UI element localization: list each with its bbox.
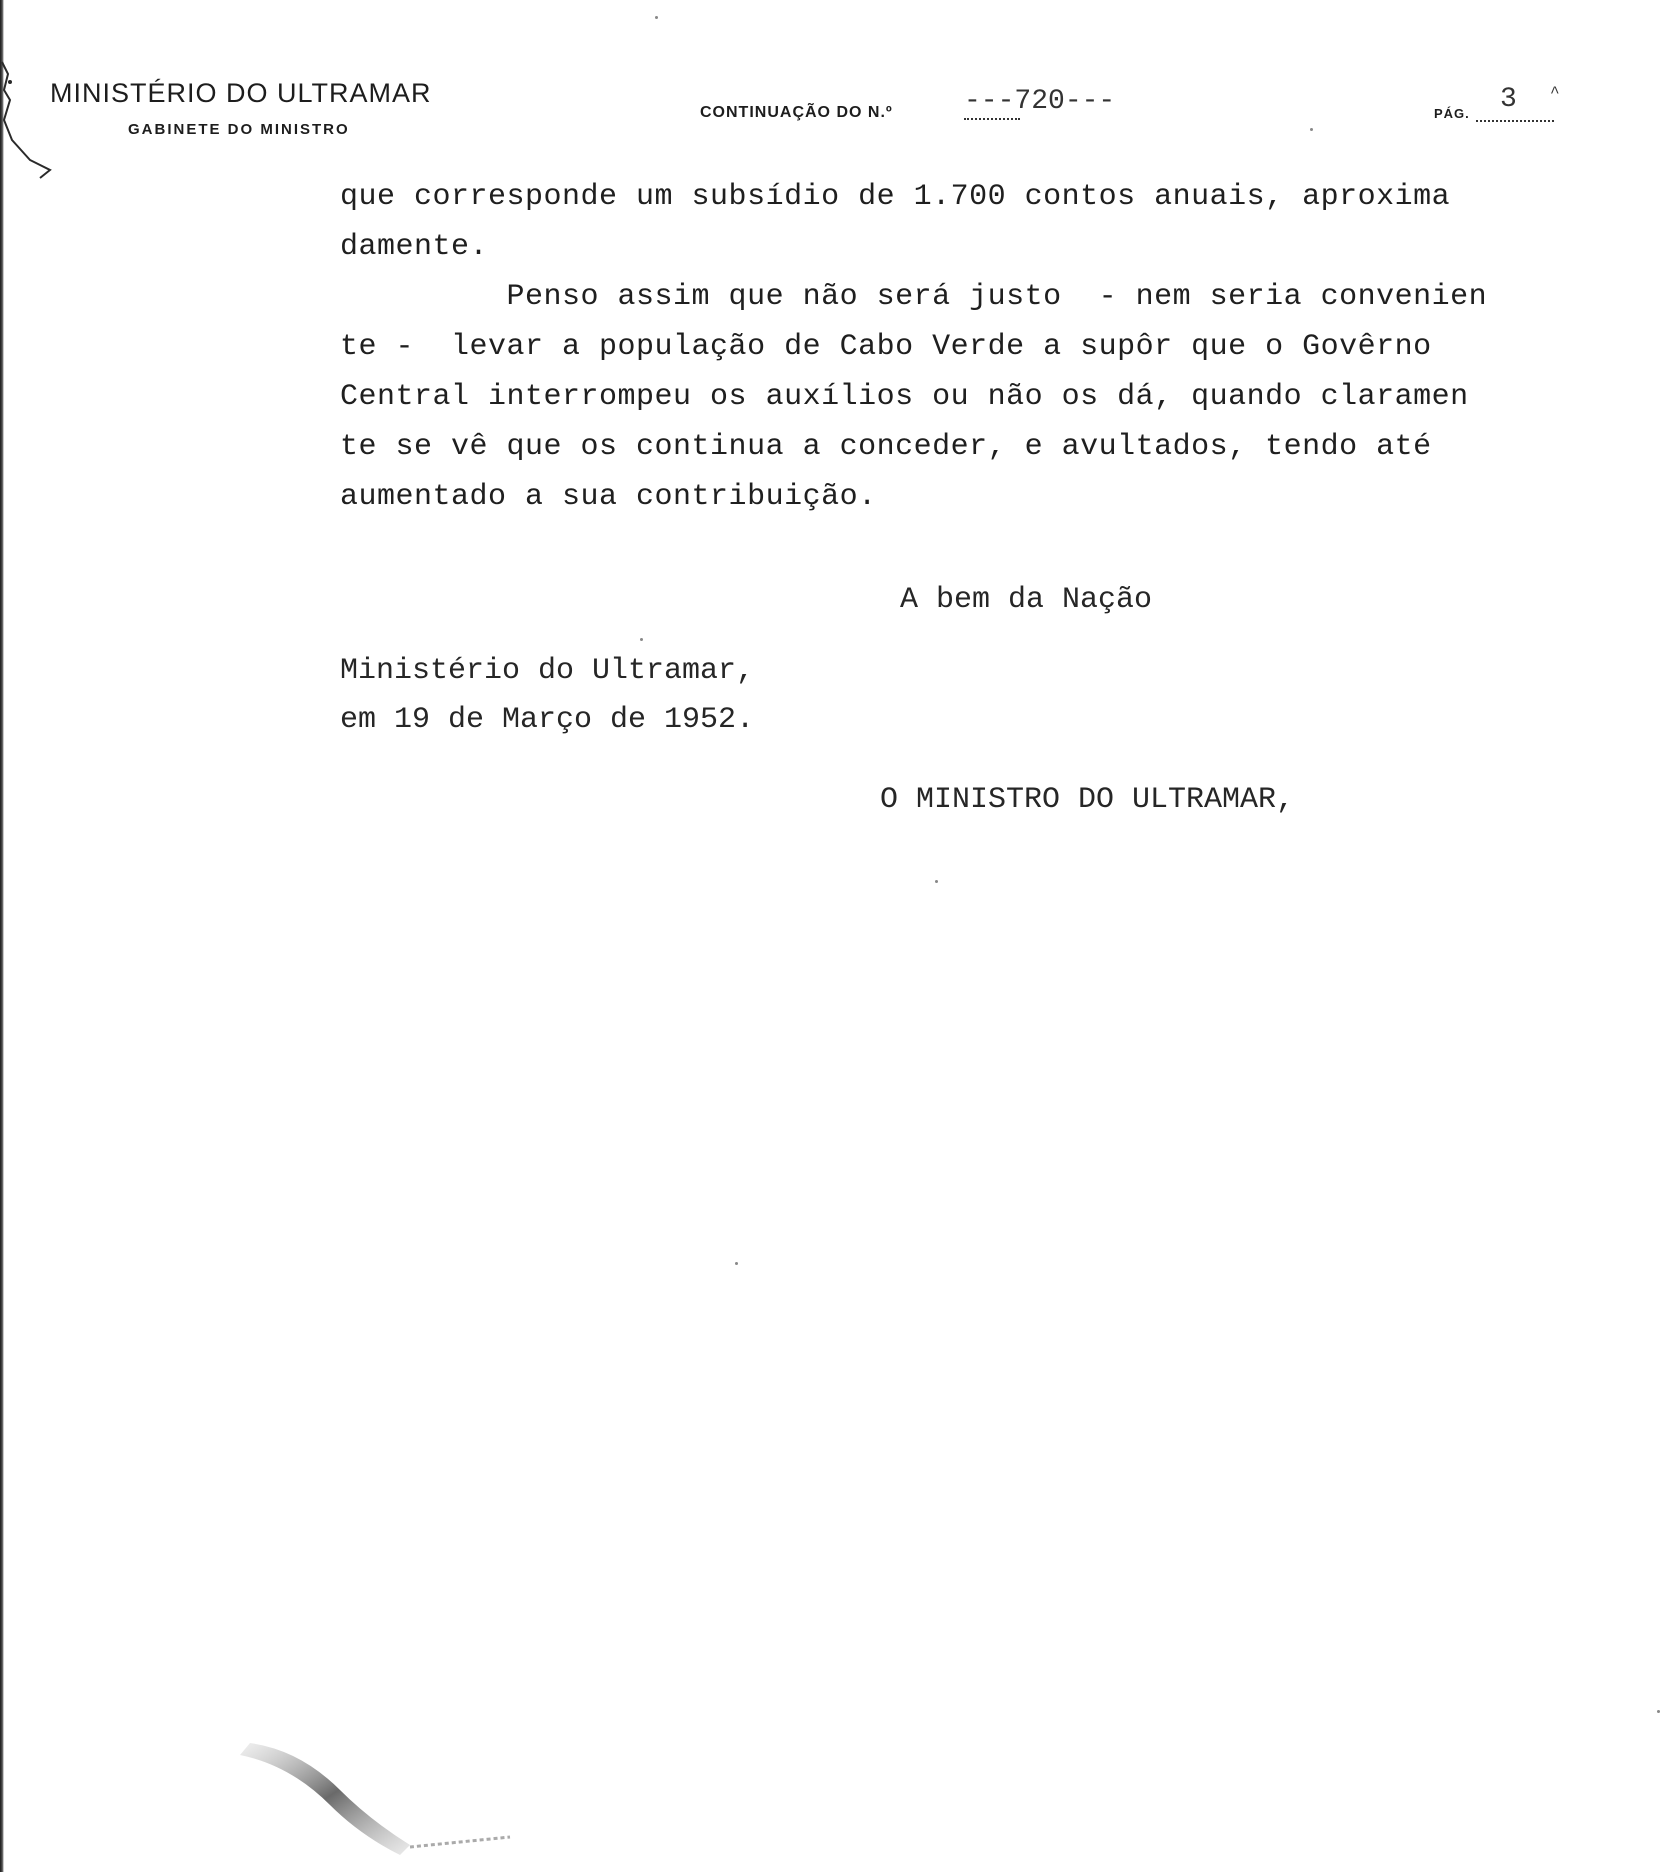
body-line: te se vê que os continua a conceder, e avultados, tendo até <box>340 430 1432 464</box>
signatory: O MINISTRO DO ULTRAMAR, <box>880 783 1295 817</box>
body-line: aumentado a sua contribuição. <box>340 480 877 514</box>
letterhead-cabinet: GABINETE DO MINISTRO <box>128 121 350 138</box>
closing-date: em 19 de Março de 1952. <box>340 703 755 737</box>
page-dotted-line <box>1476 120 1554 122</box>
caret-mark-icon: ^ <box>1550 84 1560 102</box>
closing-salutation: A bem da Nação <box>900 583 1153 617</box>
scan-speck <box>1657 1710 1660 1713</box>
body-line: damente. <box>340 230 489 264</box>
scan-speck <box>735 1262 738 1265</box>
scan-speck <box>655 16 658 19</box>
ink-smudge-icon <box>230 1725 550 1865</box>
scan-speck <box>1310 128 1313 131</box>
body-line: que corresponde um subsídio de 1.700 contos anuais, aproxima <box>340 180 1451 214</box>
continuation-dotted-line <box>964 118 1020 120</box>
page-number: 3 <box>1500 84 1517 115</box>
scan-speck <box>640 638 643 641</box>
closing-place: Ministério do Ultramar, <box>340 654 755 688</box>
scan-speck <box>935 880 938 883</box>
body-line: Penso assim que não será justo - nem seria convenien <box>340 280 1488 314</box>
page-label: PÁG. <box>1434 106 1470 121</box>
body-line: Central interrompeu os auxílios ou não os dá, quando claramen <box>340 380 1469 414</box>
body-line: te - levar a população de Cabo Verde a supôr que o Govêrno <box>340 330 1432 364</box>
scan-left-edge <box>0 0 4 1872</box>
document-number: ---720--- <box>964 86 1116 117</box>
letterhead-ministry: MINISTÉRIO DO ULTRAMAR <box>50 78 432 108</box>
continuation-label: CONTINUAÇÃO DO N.º <box>700 104 893 121</box>
